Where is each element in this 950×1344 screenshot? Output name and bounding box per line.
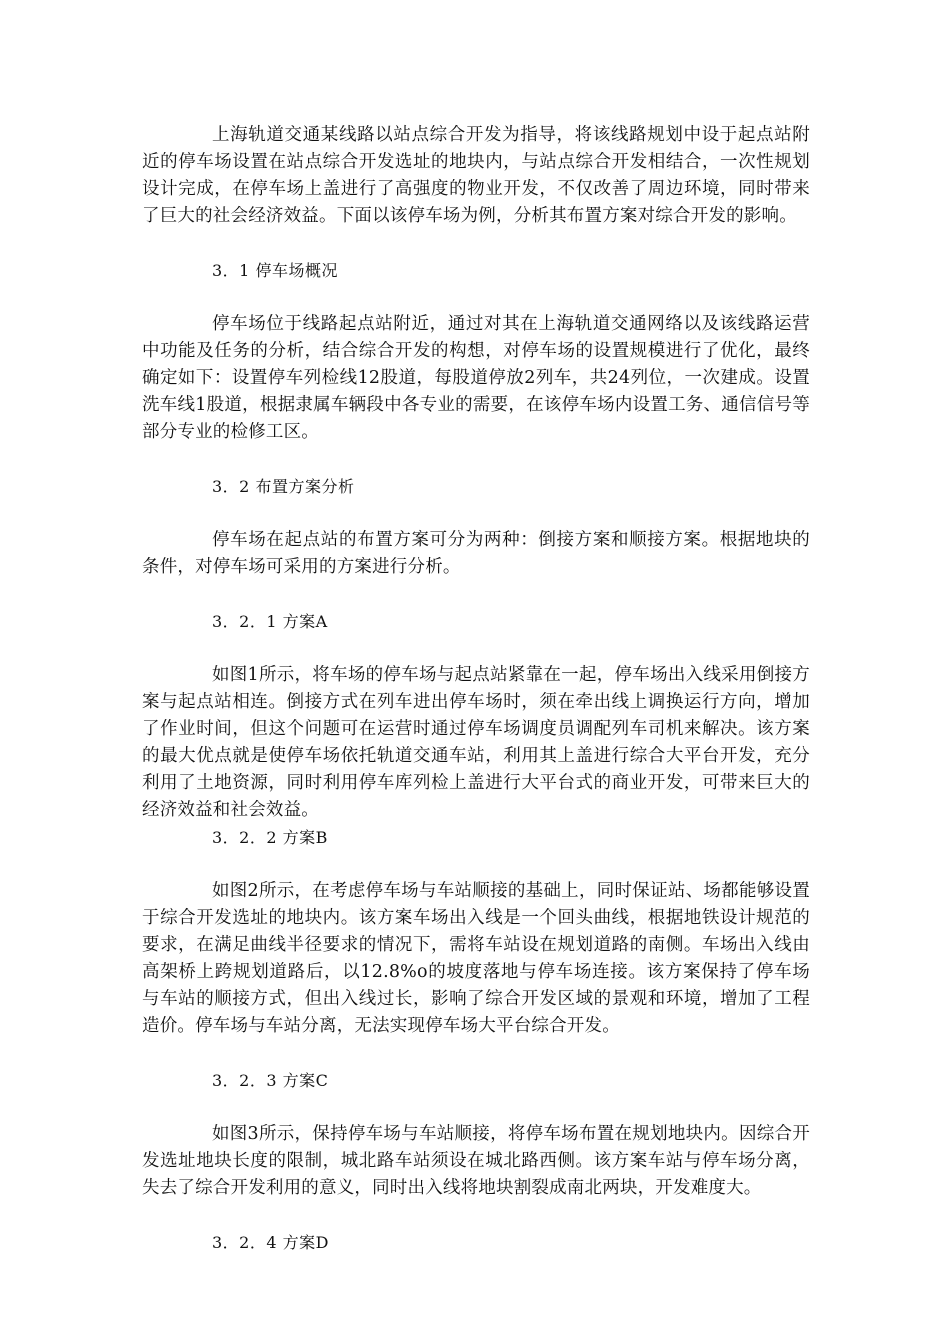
heading-3-2-4: 3．2．4 方案D bbox=[212, 1233, 329, 1252]
plan-b-paragraph: 如图2所示，在考虑停车场与车站顺接的基础上，同时保证站、场都能够设置于综合开发选址的地块内。该方案车场出入线是一个回头曲线，根据地铁设计规范的要求，在满足曲线半径要求的情况下，需将车站设在规划道路的南侧。车场出入线由高架桥上跨规划道路后，以12.8%o的坡度落地与停车场连接。该方案保持了停车场与车站的顺接方式，但出入线过长，影响了综合开发区域的景观和环境，增加了工程造价。停车场与车站分离，无法实现停车场大平台综合开发。 bbox=[142, 881, 810, 1036]
heading-3-2-3: 3．2．3 方案C bbox=[212, 1071, 329, 1090]
heading-3-2: 3．2 布置方案分析 bbox=[212, 477, 355, 496]
plan-a-paragraph: 如图1所示，将车场的停车场与起点站紧靠在一起，停车场出入线采用倒接方案与起点站相连。倒接方式在列车进出停车场时，须在牵出线上调换运行方向，增加了作业时间，但这个问题可在运营时通过停车场调度员调配列车司机来解决。该方案的最大优点就是使停车场依托轨道交通车站，利用其上盖进行综合大平台开发，充分利用了土地资源，同时利用停车库列检上盖进行大平台式的商业开发，可带来巨大的经济效益和社会效益。 bbox=[142, 665, 810, 820]
plan-c-paragraph: 如图3所示，保持停车场与车站顺接，将停车场布置在规划地块内。因综合开发选址地块长度的限制，城北路车站须设在城北路西侧。该方案车站与停车场分离，失去了综合开发利用的意义，同时出入线将地块割裂成南北两块，开发难度大。 bbox=[142, 1124, 810, 1198]
heading-3-2-2: 3．2．2 方案B bbox=[212, 828, 328, 847]
intro-paragraph: 上海轨道交通某线路以站点综合开发为指导，将该线路规划中设于起点站附近的停车场设置在站点综合开发选址的地块内，与站点综合开发相结合，一次性规划设计完成，在停车场上盖进行了高强度的物业开发，不仅改善了周边环境，同时带来了巨大的社会经济效益。下面以该停车场为例，分析其布置方案对综合开发的影响。 bbox=[142, 125, 810, 226]
document-body bbox=[142, 122, 810, 1256]
heading-3-1: 3．1 停车场概况 bbox=[212, 261, 338, 280]
heading-3-2-1: 3．2．1 方案A bbox=[212, 612, 328, 631]
analysis-paragraph: 停车场在起点站的布置方案可分为两种：倒接方案和顺接方案。根据地块的条件，对停车场可采用的方案进行分析。 bbox=[142, 530, 810, 577]
overview-paragraph: 停车场位于线路起点站附近，通过对其在上海轨道交通网络以及该线路运营中功能及任务的分析，结合综合开发的构想，对停车场的设置规模进行了优化，最终确定如下：设置停车列检线12股道，每股道停放2列车，共24列位，一次建成。设置洗车线1股道，根据隶属车辆段中各专业的需要，在该停车场内设置工务、通信信号等部分专业的检修工区。 bbox=[142, 314, 810, 442]
